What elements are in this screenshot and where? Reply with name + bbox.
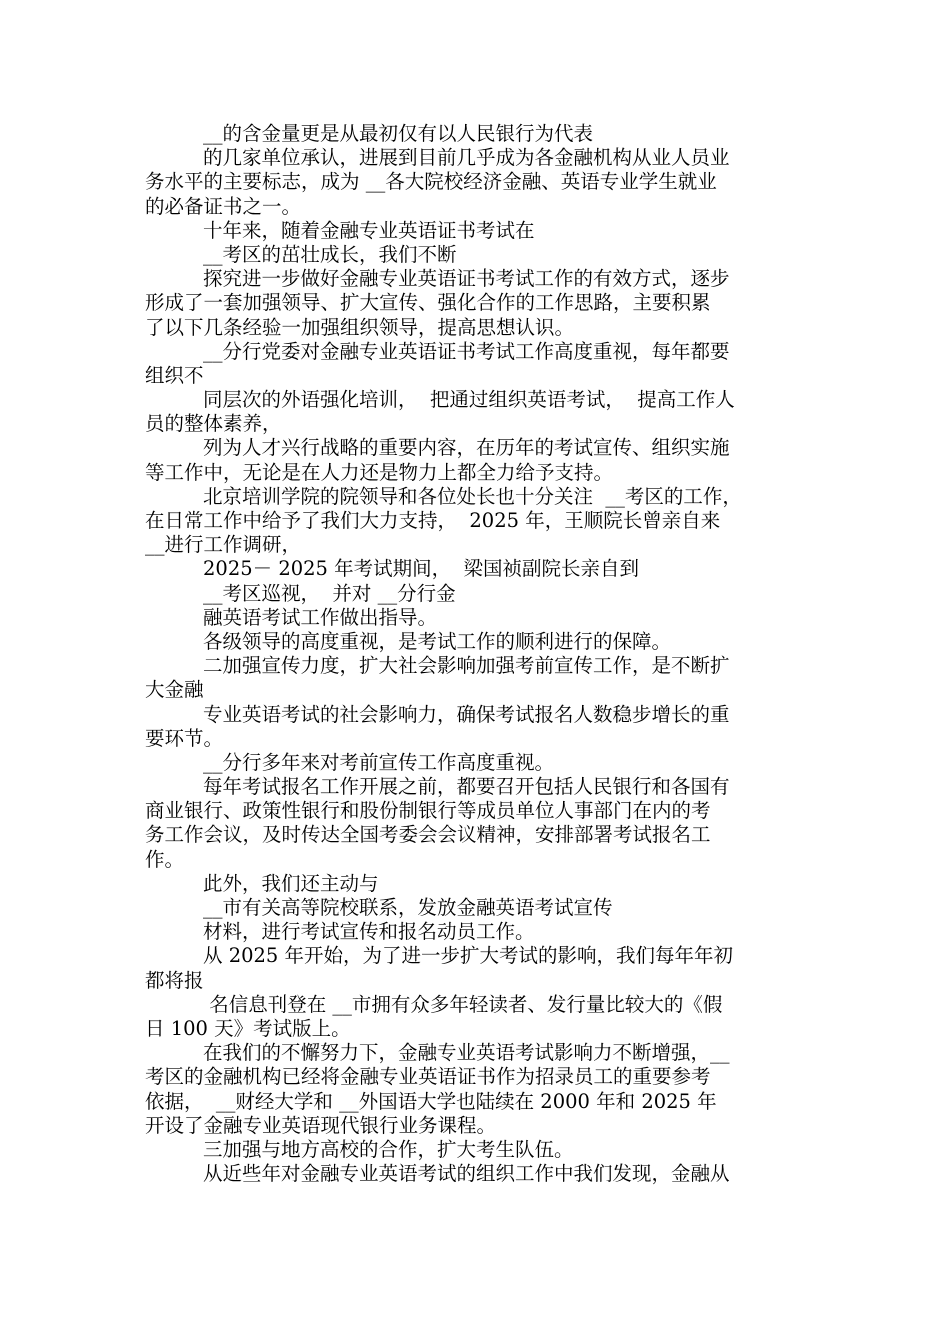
text-line: __市有关高等院校联系，发放金融英语考试宣传 <box>203 896 613 919</box>
document-body <box>145 122 810 1186</box>
text-line: __分行党委对金融专业英语证书考试工作高度重视，每年都要 <box>203 339 730 363</box>
text-line: 十年来，随着金融专业英语证书考试在 <box>203 218 535 242</box>
text-line: 考区的金融机构已经将金融专业英语证书作为招录员工的重要参考 <box>145 1065 711 1089</box>
text-line: 专业英语考试的社会影响力，确保考试报名人数稳步增长的重 <box>203 702 730 726</box>
text-line: 的必备证书之一。 <box>145 194 302 218</box>
text-line: 依据， __财经大学和 __外国语大学也陆续在 2000 年和 2025 年 <box>145 1089 717 1113</box>
text-line: 商业银行、政策性银行和股份制银行等成员单位人事部门在内的考 <box>145 799 711 823</box>
text-line: 材料，进行考试宣传和报名动员工作。 <box>203 920 535 944</box>
text-line: 员的整体素养， <box>145 412 282 436</box>
text-line: 名信息刊登在 __市拥有众多年轻读者、发行量比较大的《假 <box>203 992 723 1016</box>
text-line: 从近些年对金融专业英语考试的组织工作中我们发现，金融从 <box>203 1162 730 1186</box>
text-line: __的含金量更是从最初仅有以人民银行为代表 <box>203 122 594 145</box>
text-line: 了以下几条经验一加强组织领导，提高思想认识。 <box>145 315 575 339</box>
text-line: 等工作中，无论是在人力还是物力上都全力给予支持。 <box>145 460 614 484</box>
text-line: 三加强与地方高校的合作，扩大考生队伍。 <box>203 1137 574 1161</box>
text-line: 融英语考试工作做出指导。 <box>203 605 438 629</box>
text-line: __进行工作调研， <box>145 533 302 557</box>
text-line: 务水平的主要标志，成为 __各大院校经济金融、英语专业学生就业 <box>145 170 717 194</box>
text-line: 从 2025 年开始，为了进一步扩大考试的影响，我们每年年初 <box>203 944 734 968</box>
text-line: 此外，我们还主动与 <box>203 871 379 895</box>
text-line: __分行多年来对考前宣传工作高度重视。 <box>203 750 555 774</box>
text-line: __考区的茁壮成长，我们不断 <box>203 242 457 266</box>
text-line: 2025－ 2025 年考试期间， 梁国祯副院长亲自到 <box>203 557 640 581</box>
text-line: 同层次的外语强化培训， 把通过组织英语考试， 提高工作人 <box>203 388 735 412</box>
text-line: 务工作会议，及时传达全国考委会会议精神，安排部署考试报名工 <box>145 823 711 847</box>
text-line: 形成了一套加强领导、扩大宣传、强化合作的工作思路，主要积累 <box>145 291 711 315</box>
text-line: __考区巡视， 并对 __分行金 <box>203 581 456 605</box>
text-line: 二加强宣传力度，扩大社会影响加强考前宣传工作，是不断扩 <box>203 654 730 678</box>
text-line: 组织不 <box>145 363 204 387</box>
text-line: 在日常工作中给予了我们大力支持， 2025 年，王顺院长曾亲自来 <box>145 509 721 532</box>
text-line: 日 100 天》考试版上。 <box>145 1016 351 1040</box>
text-line: 开设了金融专业英语现代银行业务课程。 <box>145 1113 497 1137</box>
text-line: 都将报 <box>145 968 204 992</box>
text-line: 的几家单位承认，进展到目前几乎成为各金融机构从业人员业 <box>203 146 730 170</box>
text-line: 要环节。 <box>145 726 224 750</box>
text-line: 作。 <box>145 847 185 871</box>
text-line: 大金融 <box>145 678 204 702</box>
text-line: 列为人才兴行战略的重要内容，在历年的考试宣传、组织实施 <box>203 436 730 460</box>
text-line: 北京培训学院的院领导和各位处长也十分关注 __考区的工作， <box>203 484 742 508</box>
text-line: 每年考试报名工作开展之前，都要召开包括人民银行和各国有 <box>203 775 730 799</box>
text-line: 各级领导的高度重视，是考试工作的顺利进行的保障。 <box>203 629 672 653</box>
text-line: 探究进一步做好金融专业英语证书考试工作的有效方式，逐步 <box>203 267 730 291</box>
text-line: 在我们的不懈努力下，金融专业英语考试影响力不断增强，__ <box>203 1041 730 1065</box>
